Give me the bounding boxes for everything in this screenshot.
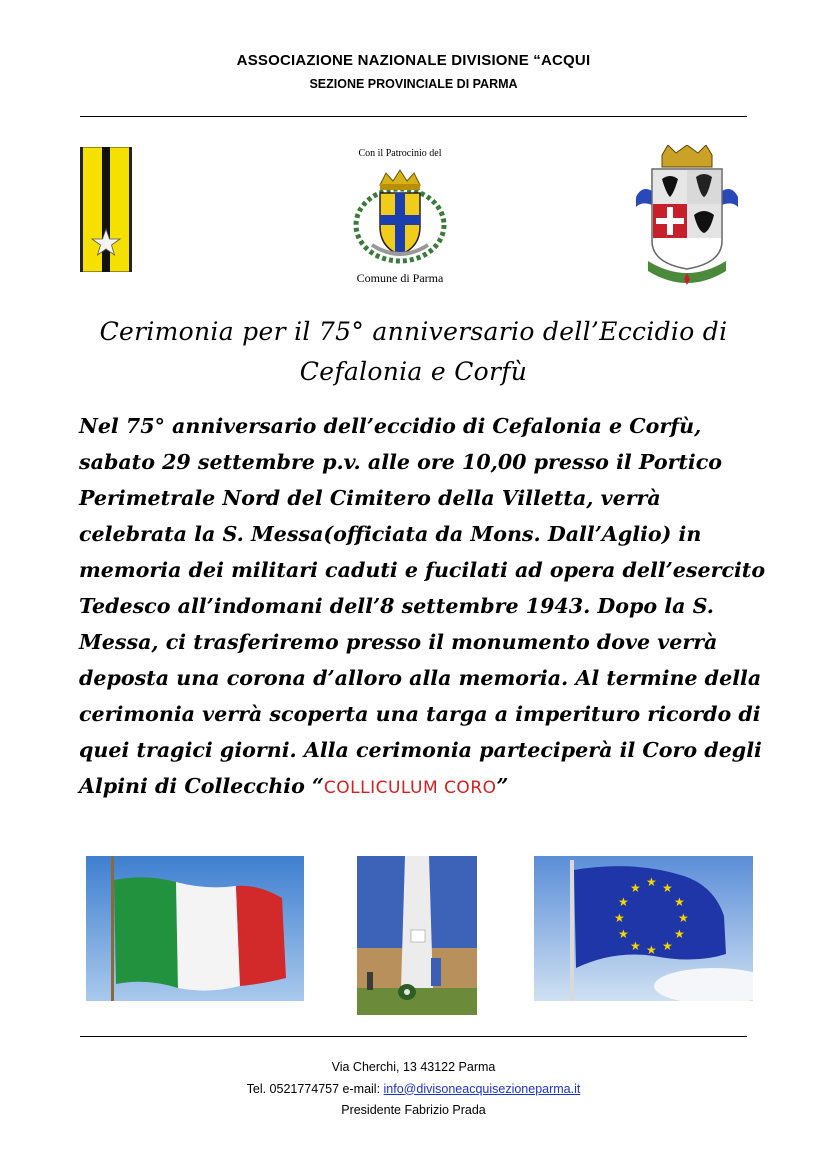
document-header [0,52,827,91]
choir-name: COLLICULUM CORO [323,778,497,798]
army-crest-icon [634,145,740,291]
comune-name: Comune di Parma [356,271,444,285]
title-line: Cefalonia e Corfù [299,357,528,386]
footer-phone: Tel. 0521774757 e-mail: [246,1081,384,1096]
parma-crest-icon [352,167,448,267]
header-divider [80,116,747,117]
svg-text:★: ★ [630,939,641,953]
svg-text:★: ★ [618,927,629,941]
choir-open-quote: “ [312,774,324,798]
choir-close-quote: ” [496,774,509,798]
svg-text:★: ★ [646,943,657,957]
organization-name: ASSOCIAZIONE NAZIONALE DIVISIONE “ACQUI [236,52,591,69]
footer-address: Via Cherchi, 13 43122 Parma [331,1060,496,1074]
division-badge-icon [80,147,132,272]
ceremony-title [60,312,767,392]
patronage-block [335,148,465,286]
footer-divider [80,1036,747,1037]
svg-text:★: ★ [646,875,657,889]
italian-flag-photo [86,856,304,1001]
svg-text:★: ★ [662,939,673,953]
patronage-label: Con il Patrocinio del [358,148,442,159]
svg-text:★: ★ [674,927,685,941]
email-link[interactable]: info@divisoneacquisezioneparma.it [383,1081,581,1096]
svg-text:★: ★ [618,895,629,909]
title-line: Cerimonia per il 75° anniversario dell’Eccidio di [99,317,728,346]
footer-president: Presidente Fabrizio Prada [341,1103,486,1117]
svg-text:★: ★ [678,911,689,925]
organization-section: SEZIONE PROVINCIALE DI PARMA [309,77,518,91]
monument-photo [357,856,477,1015]
eu-flag-photo [534,856,753,1001]
svg-text:★: ★ [662,881,673,895]
svg-text:★: ★ [674,895,685,909]
announcement-text [79,408,769,806]
svg-text:★: ★ [630,881,641,895]
announcement-body: Nel 75° anniversario dell’eccidio di Cefalonia e Corfù, sabato 29 settembre p.v. alle ore 10,00 presso il Portico Perimetrale Nord del Cimitero della Villetta, verrà celebrata la S. Messa(officiata da Mons. Dall’Aglio) in memoria dei militari caduti e fucilati ad opera dell’esercito Tedesco all’indomani dell’8 settembre 1943. Dopo la S. Messa, ci trasferiremo presso il monumento dove verrà deposta una corona d’alloro alla memoria. Al termine della cerimonia verrà scoperta una targa a imperituro ricordo di quei tragici giorni. Alla cerimonia parteciperà il Coro degli Alpini di Collecchio [79,414,766,798]
document-footer [0,1057,827,1122]
footer-contact [0,1079,827,1101]
svg-text:★: ★ [614,911,625,925]
